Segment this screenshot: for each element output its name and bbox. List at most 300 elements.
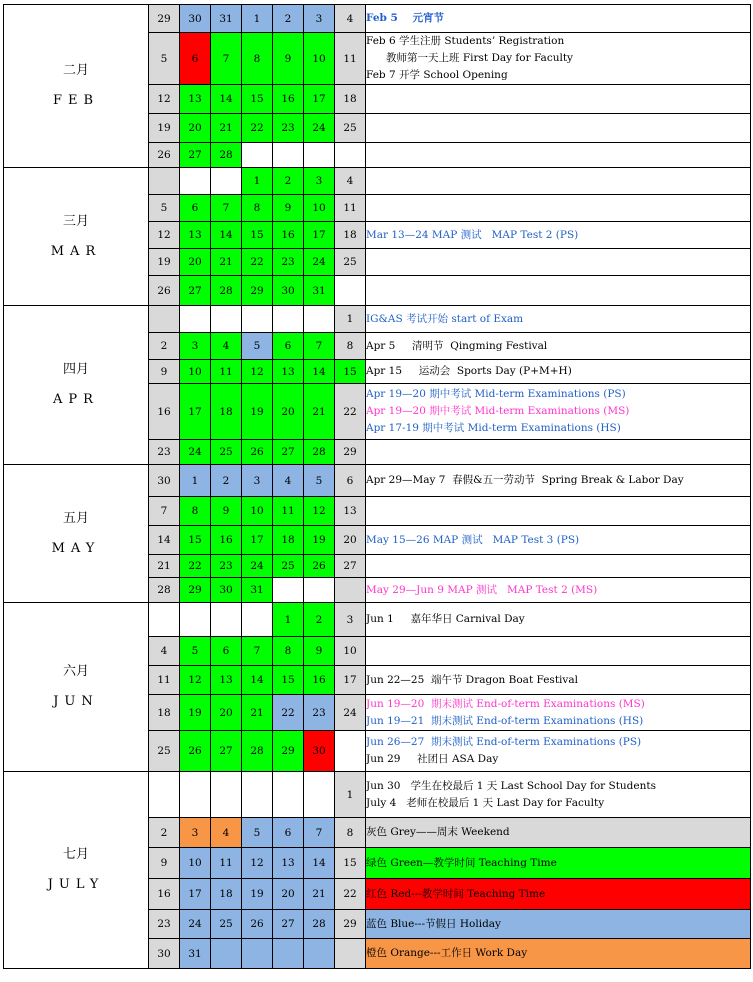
day-cell: 8 [335,333,366,360]
day-cell: 4 [149,637,180,666]
day-cell: 28 [149,578,180,603]
day-cell: 24 [335,695,366,731]
day-cell: 4 [273,465,304,497]
legend-cell [366,879,751,910]
day-cell: 13 [180,85,211,114]
event-note: Feb 6 学生注册 Students’ Registration [366,35,565,47]
event-notes-cell [366,384,751,440]
day-cell: 10 [242,497,273,526]
day-cell: 20 [211,695,242,731]
day-cell: 11 [211,848,242,879]
day-cell: 3 [180,333,211,360]
day-cell: 5 [242,818,273,848]
day-cell: 9 [149,360,180,384]
event-notes-cell [366,637,751,666]
day-cell: 15 [180,526,211,555]
day-cell: 14 [211,85,242,114]
day-cell [242,772,273,818]
month-label-cell [4,5,149,168]
week-row [4,603,751,637]
day-cell: 30 [180,5,211,33]
day-cell: 21 [211,114,242,143]
day-cell: 29 [242,276,273,306]
day-cell: 30 [273,276,304,306]
day-cell: 7 [149,497,180,526]
day-cell [211,939,242,969]
day-cell [180,168,211,195]
day-cell: 3 [304,168,335,195]
day-cell: 10 [335,637,366,666]
day-cell: 5 [304,465,335,497]
event-notes-cell [366,772,751,818]
day-cell: 27 [180,276,211,306]
day-cell [211,306,242,333]
day-cell: 20 [273,879,304,910]
day-cell: 18 [335,85,366,114]
day-cell: 11 [211,360,242,384]
day-cell: 7 [211,195,242,222]
day-cell: 7 [242,637,273,666]
day-cell [335,143,366,168]
event-note: 教师第一天上班 First Day for Faculty [366,52,573,64]
day-cell: 30 [211,578,242,603]
day-cell: 12 [242,360,273,384]
day-cell [242,143,273,168]
day-cell: 21 [304,879,335,910]
day-cell: 4 [335,168,366,195]
day-cell: 17 [242,526,273,555]
day-cell: 5 [242,333,273,360]
day-cell: 15 [335,360,366,384]
day-cell: 25 [211,910,242,939]
day-cell: 28 [304,910,335,939]
event-note: May 15—26 MAP 测试 MAP Test 3 (PS) [366,533,580,546]
day-cell [180,772,211,818]
day-cell: 25 [149,731,180,772]
day-cell: 22 [335,384,366,440]
month-name-cn: 二月 [62,63,89,78]
day-cell: 28 [211,143,242,168]
day-cell: 18 [211,879,242,910]
day-cell: 8 [335,818,366,848]
event-note: Jun 30 学生在校最后 1 天 Last School Day for Students [366,779,656,792]
day-cell [335,578,366,603]
day-cell: 7 [304,818,335,848]
day-cell: 19 [242,384,273,440]
day-cell [149,603,180,637]
day-cell: 25 [335,114,366,143]
day-cell [273,578,304,603]
day-cell: 27 [335,555,366,578]
day-cell: 17 [180,384,211,440]
day-cell: 27 [273,440,304,465]
month-name-en: JUN [53,694,99,709]
legend-text: 绿色 Green—教学时间 Teaching Time [366,856,557,869]
event-note: Mar 13—24 MAP 测试 MAP Test 2 (PS) [366,228,579,241]
event-notes-cell [366,603,751,637]
day-cell: 17 [180,879,211,910]
day-cell: 10 [180,360,211,384]
day-cell: 22 [242,114,273,143]
day-cell: 11 [335,195,366,222]
day-cell: 26 [242,910,273,939]
legend-text: 蓝色 Blue---节假日 Holiday [366,917,501,930]
event-note: Jun 22—25 端午节 Dragon Boat Festival [366,673,578,686]
day-cell: 16 [273,222,304,249]
day-cell: 15 [242,222,273,249]
day-cell: 29 [335,910,366,939]
day-cell: 2 [149,333,180,360]
legend-text: 红色 Red---教学时间 Teaching Time [366,887,546,900]
month-name-cn: 三月 [62,213,89,229]
day-cell: 2 [304,603,335,637]
event-notes-cell [366,526,751,555]
day-cell: 29 [180,578,211,603]
day-cell [273,143,304,168]
day-cell: 6 [335,465,366,497]
day-cell: 7 [304,333,335,360]
day-cell: 14 [304,360,335,384]
day-cell: 1 [180,465,211,497]
day-cell: 23 [149,440,180,465]
day-cell: 19 [180,695,211,731]
event-note: Jun 26—27 期末测试 End-of-term Examinations (PS) [366,736,642,748]
event-note: IG&AS 考试开始 start of Exam [366,312,524,325]
day-cell [211,603,242,637]
day-cell: 12 [180,666,211,695]
day-cell: 10 [304,33,335,85]
event-note: Jun 19—21 期末测试 End-of-term Examinations (HS) [366,714,644,727]
day-cell: 1 [273,603,304,637]
day-cell: 8 [180,497,211,526]
day-cell: 28 [304,440,335,465]
day-cell: 13 [180,222,211,249]
day-cell: 22 [242,249,273,276]
day-cell: 31 [180,939,211,969]
event-note: July 4 老师在校最后 1 天 Last Day for Faculty [366,796,605,809]
day-cell: 17 [335,666,366,695]
day-cell: 9 [273,195,304,222]
month-label-cell [4,306,149,465]
day-cell [335,731,366,772]
event-notes-cell [366,195,751,222]
day-cell: 29 [335,440,366,465]
day-cell [180,306,211,333]
day-cell: 30 [149,939,180,969]
day-cell: 11 [335,33,366,85]
day-cell: 6 [273,333,304,360]
day-cell: 2 [273,5,304,33]
month-name-en: JULY [47,877,105,892]
day-cell: 23 [273,114,304,143]
day-cell: 1 [335,306,366,333]
month-name-cn: 七月 [62,847,89,862]
legend-cell [366,939,751,969]
day-cell: 19 [304,526,335,555]
event-note: Apr 19—20 期中考试 Mid-term Examinations (MS) [366,405,630,417]
event-notes-cell [366,333,751,360]
event-notes-cell [366,85,751,114]
month-name-en: MAY [51,540,101,556]
day-cell: 26 [180,731,211,772]
day-cell [273,772,304,818]
day-cell: 27 [211,731,242,772]
month-name-en: APR [53,392,99,407]
day-cell [304,578,335,603]
day-cell: 6 [273,818,304,848]
day-cell: 23 [149,910,180,939]
legend-cell [366,910,751,939]
month-name-cn: 五月 [62,510,89,526]
day-cell: 16 [211,526,242,555]
event-note: Apr 5 清明节 Qingming Festival [366,339,548,352]
month-name-cn: 六月 [62,664,89,679]
day-cell: 8 [273,637,304,666]
day-cell: 2 [273,168,304,195]
day-cell: 4 [335,5,366,33]
day-cell: 28 [211,276,242,306]
day-cell: 23 [273,249,304,276]
day-cell: 9 [273,33,304,85]
day-cell: 26 [149,143,180,168]
day-cell [149,168,180,195]
day-cell [211,168,242,195]
day-cell [211,772,242,818]
day-cell: 12 [149,222,180,249]
day-cell: 6 [180,195,211,222]
event-notes-cell [366,33,751,85]
day-cell: 14 [211,222,242,249]
day-cell: 20 [180,249,211,276]
event-notes-cell [366,465,751,497]
day-cell: 23 [304,695,335,731]
day-cell [304,939,335,969]
school-calendar-table [3,4,751,969]
day-cell: 21 [242,695,273,731]
event-notes-cell [366,5,751,33]
day-cell: 24 [180,910,211,939]
day-cell: 28 [242,731,273,772]
day-cell [335,276,366,306]
month-name-en: MAR [50,243,102,259]
day-cell: 24 [304,114,335,143]
day-cell: 24 [304,249,335,276]
day-cell: 12 [242,848,273,879]
day-cell: 22 [180,555,211,578]
day-cell: 5 [149,33,180,85]
day-cell: 12 [304,497,335,526]
day-cell: 14 [304,848,335,879]
day-cell [242,603,273,637]
day-cell: 22 [273,695,304,731]
day-cell: 27 [180,143,211,168]
month-name-cn: 四月 [62,362,89,377]
day-cell: 11 [273,497,304,526]
calendar-body [4,5,751,969]
day-cell: 16 [149,384,180,440]
day-cell: 16 [304,666,335,695]
event-notes-cell [366,731,751,772]
event-notes-cell [366,114,751,143]
week-row [4,168,751,195]
week-row [4,772,751,818]
event-notes-cell [366,555,751,578]
day-cell: 6 [211,637,242,666]
day-cell: 15 [242,85,273,114]
legend-text: 灰色 Grey——周末 Weekend [366,826,510,838]
day-cell: 25 [273,555,304,578]
event-notes-cell [366,276,751,306]
day-cell: 5 [149,195,180,222]
day-cell: 18 [273,526,304,555]
event-notes-cell [366,440,751,465]
day-cell [304,306,335,333]
event-notes-cell [366,249,751,276]
event-note: Apr 15 运动会 Sports Day (P+M+H) [366,365,572,377]
day-cell: 11 [149,666,180,695]
day-cell: 31 [242,578,273,603]
event-notes-cell [366,360,751,384]
day-cell: 9 [211,497,242,526]
day-cell: 16 [149,879,180,910]
day-cell: 20 [335,526,366,555]
week-row [4,5,751,33]
event-note: Jun 29 社团日 ASA Day [366,753,499,765]
day-cell: 13 [211,666,242,695]
event-note: Apr 17-19 期中考试 Mid-term Examinations (HS) [366,422,621,434]
month-name-en: FEB [52,93,100,108]
day-cell: 3 [304,5,335,33]
day-cell: 8 [242,33,273,85]
day-cell: 2 [149,818,180,848]
day-cell: 13 [273,848,304,879]
day-cell: 26 [304,555,335,578]
day-cell: 22 [335,879,366,910]
day-cell: 30 [304,731,335,772]
day-cell: 24 [242,555,273,578]
day-cell: 19 [149,114,180,143]
day-cell: 29 [149,5,180,33]
event-notes-cell [366,666,751,695]
month-label-cell [4,772,149,969]
day-cell: 31 [211,5,242,33]
day-cell: 18 [211,384,242,440]
day-cell: 13 [273,360,304,384]
day-cell [149,306,180,333]
week-row [4,465,751,497]
day-cell: 9 [149,848,180,879]
day-cell: 30 [149,465,180,497]
day-cell: 20 [273,384,304,440]
day-cell: 7 [211,33,242,85]
day-cell: 21 [149,555,180,578]
month-label-cell [4,465,149,603]
event-notes-cell [366,497,751,526]
day-cell: 6 [180,33,211,85]
day-cell: 17 [304,85,335,114]
day-cell [304,772,335,818]
day-cell: 4 [211,818,242,848]
event-note: Jun 1 嘉年华日 Carnival Day [366,613,525,625]
day-cell: 3 [242,465,273,497]
day-cell: 16 [273,85,304,114]
day-cell: 4 [211,333,242,360]
event-notes-cell [366,578,751,603]
event-note: Feb 7 开学 School Opening [366,69,508,81]
day-cell: 24 [180,440,211,465]
day-cell: 25 [211,440,242,465]
legend-cell [366,818,751,848]
day-cell [242,939,273,969]
day-cell: 21 [211,249,242,276]
day-cell: 18 [335,222,366,249]
day-cell: 29 [273,731,304,772]
day-cell: 3 [335,603,366,637]
day-cell: 15 [335,848,366,879]
day-cell [273,939,304,969]
day-cell: 26 [242,440,273,465]
event-note: May 29—Jun 9 MAP 测试 MAP Test 2 (MS) [366,583,598,596]
day-cell: 18 [149,695,180,731]
day-cell: 14 [242,666,273,695]
day-cell [242,306,273,333]
event-note: Apr 19—20 期中考试 Mid-term Examinations (PS) [366,388,626,400]
day-cell: 19 [242,879,273,910]
day-cell: 2 [211,465,242,497]
day-cell: 15 [273,666,304,695]
day-cell: 17 [304,222,335,249]
day-cell: 5 [180,637,211,666]
day-cell: 25 [335,249,366,276]
day-cell [149,772,180,818]
legend-text: 橙色 Orange---工作日 Work Day [366,947,528,959]
day-cell: 26 [149,276,180,306]
event-note: Feb 5 元宵节 [366,12,444,24]
day-cell: 1 [335,772,366,818]
day-cell [304,143,335,168]
day-cell: 27 [273,910,304,939]
day-cell: 13 [335,497,366,526]
event-notes-cell [366,695,751,731]
day-cell: 23 [211,555,242,578]
event-notes-cell [366,222,751,249]
month-label-cell [4,168,149,306]
day-cell [273,306,304,333]
event-notes-cell [366,143,751,168]
day-cell: 19 [149,249,180,276]
day-cell: 3 [180,818,211,848]
day-cell: 20 [180,114,211,143]
day-cell: 8 [242,195,273,222]
event-note: Jun 19—20 期末测试 End-of-term Examinations (MS) [366,697,645,710]
day-cell: 31 [304,276,335,306]
event-notes-cell [366,168,751,195]
day-cell: 1 [242,5,273,33]
day-cell [335,939,366,969]
month-label-cell [4,603,149,772]
day-cell: 10 [304,195,335,222]
day-cell: 10 [180,848,211,879]
legend-cell [366,848,751,879]
week-row [4,306,751,333]
day-cell: 1 [242,168,273,195]
day-cell: 9 [304,637,335,666]
day-cell: 12 [149,85,180,114]
day-cell [180,603,211,637]
event-notes-cell [366,306,751,333]
day-cell: 21 [304,384,335,440]
day-cell: 14 [149,526,180,555]
